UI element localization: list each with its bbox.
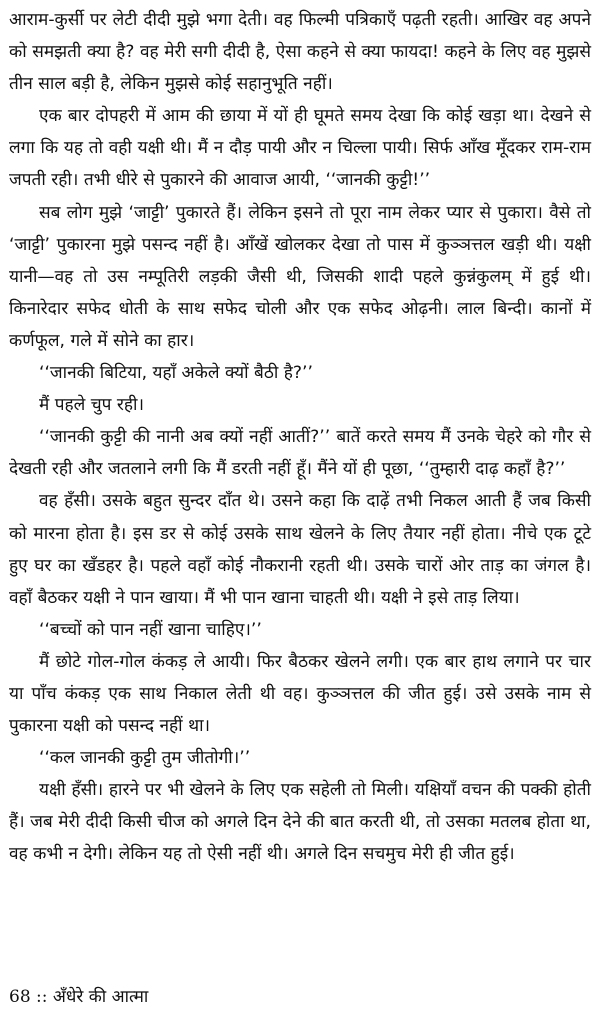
page-number: 68 [9, 987, 31, 1007]
page-footer [9, 985, 148, 1009]
paragraph: ‘‘जानकी कुट्टी की नानी अब क्यों नहीं आतीं?’’ बातें करते समय मैं उनके चेहरे को गौर से देखती रही और जतलाने लगी कि मैं डरती नहीं हूँ। मैंने यों ही पूछा, ‘‘तुम्हारी दाढ़ कहाँ है?’’ [9, 427, 591, 480]
dialogue-line: ‘‘बच्चों को पान नहीं खाना चाहिए।’’ [39, 619, 262, 640]
paragraph: मैं छोटे गोल-गोल कंकड़ ले आयी। फिर बैठकर खेलने लगी। एक बार हाथ लगाने पर चार या पाँच कंकड़ एक साथ निकाल लेती थी वह। कुञ्ञत्तल की जीत हुई। उसे उसके नाम से पुकारना यक्षी को पसन्द नहीं था। [9, 651, 591, 737]
paragraph: सब लोग मुझे ‘जाट्टी’ पुकारते हैं। लेकिन इसने तो पूरा नाम लेकर प्यार से पुकारा। वैसे तो ‘जाट्टी’ पुकारना मुझे पसन्द नहीं है। आँखें खोलकर देखा तो पास में कुञ्ञत्तल खड़ी थी। यक्षी यानी—वह तो उस नम्पूतिरी लड़की जैसी थी, जिसकी शादी पहले कुन्नंकुलम् में हुई थी। किनारेदार सफेद धोती के साथ सफेद चोली और एक सफेद ओढ़नी। लाल बिन्दी। कानों में कर्णफूल, गले में सोने का हार। [9, 202, 591, 351]
dialogue-line: ‘‘कल जानकी कुट्टी तुम जीतोगी।’’ [39, 748, 251, 769]
dialogue-line: ‘‘जानकी बिटिया, यहाँ अकेले क्यों बैठी है?’’ [39, 363, 313, 384]
paragraph: आराम-कुर्सी पर लेटी दीदी मुझे भगा देती। वह फिल्मी पत्रिकाएँ पढ़ती रहती। आखिर वह अपने को समझती क्या है? वह मेरी सगी दीदी है, ऐसा कहने से क्या फायदा! कहने के लिए वह मुझसे तीन साल बड़ी है, लेकिन मुझसे कोई सहानुभूति नहीं। [9, 10, 591, 95]
paragraph: एक बार दोपहरी में आम की छाया में यों ही घूमते समय देखा कि कोई खड़ा था। देखने से लगा कि यह तो वही यक्षी थी। मैं न दौड़ पायी और न चिल्ला पायी। सिर्फ आँख मूँदकर राम-राम जपती रही। तभी धीरे से पुकारने की आवाज आयी, ‘‘जानकी कुट्टी!’’ [9, 106, 591, 191]
paragraph: मैं पहले चुप रही। [39, 395, 145, 416]
book-title: अँधेरे की आत्मा [52, 987, 149, 1007]
paragraph: वह हँसी। उसके बहुत सुन्दर दाँत थे। उसने कहा कि दाढ़ें तभी निकल आती हैं जब किसी को मारना होता है। इस डर से कोई उसके साथ खेलने के लिए तैयार नहीं होता। नीचे एक टूटे हुए घर का खँडहर है। पहले वहाँ कोई नौकरानी रहती थी। उसके चारों ओर ताड़ का जंगल है। वहाँ बैठकर यक्षी ने पान खाया। मैं भी पान खाना चाहती थी। यक्षी ने इसे ताड़ लिया। [9, 491, 591, 608]
footer-separator: :: [36, 987, 48, 1007]
paragraph: यक्षी हँसी। हारने पर भी खेलने के लिए एक सहेली तो मिली। यक्षियाँ वचन की पक्की होती हैं। जब मेरी दीदी किसी चीज को अगले दिन देने की बात करती थी, तो उसका मतलब होता था, वह कभी न देगी। लेकिन यह तो ऐसी नहीं थी। अगले दिन सचमुच मेरी ही जीत हुई। [9, 780, 591, 865]
body-text [9, 4, 591, 871]
